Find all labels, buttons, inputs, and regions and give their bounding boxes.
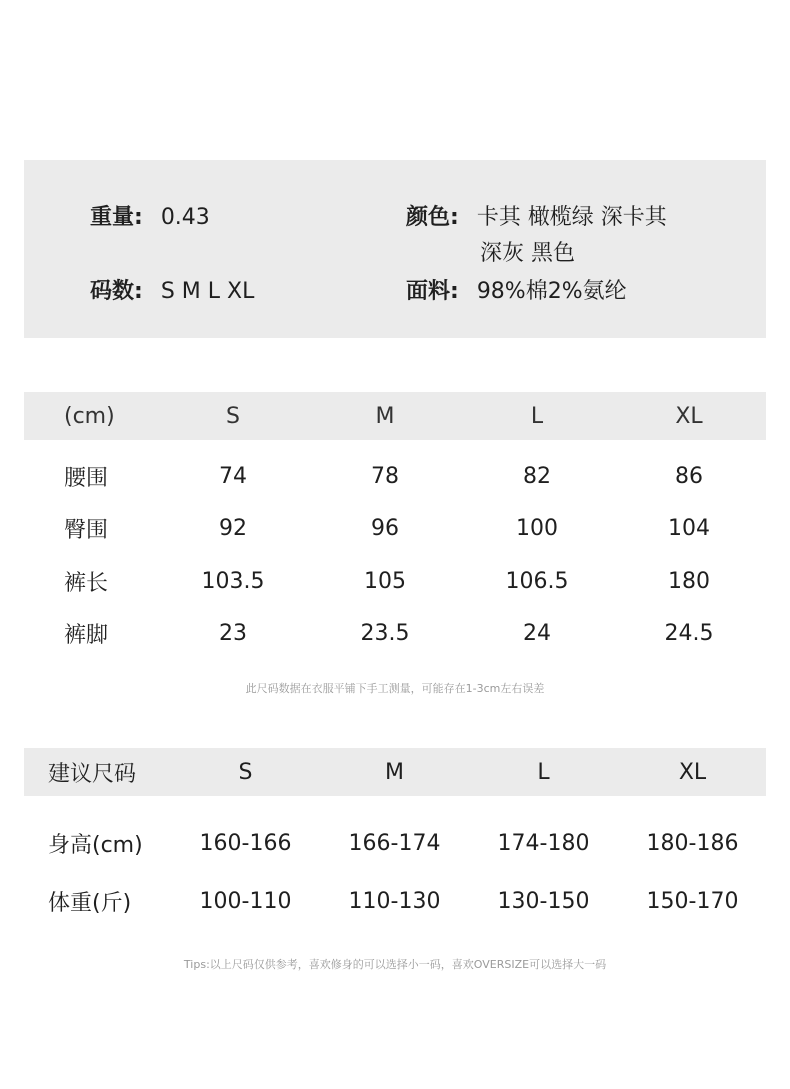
row-label: 臀围 <box>64 518 109 544</box>
row-label: 体重(斤) <box>48 890 132 916</box>
table-cell: 160-166 <box>199 830 292 856</box>
header-size-m: M <box>385 759 404 785</box>
suggested-size-table <box>24 748 766 930</box>
table-row <box>24 450 766 503</box>
fabric-label: 面料: <box>406 279 459 304</box>
suggest-table-header <box>24 748 766 796</box>
table-cell: 174-180 <box>497 830 590 856</box>
row-label: 裤长 <box>64 570 109 596</box>
table-row <box>24 872 766 930</box>
header-size-s: S <box>226 403 240 429</box>
table-cell: 24.5 <box>664 621 714 647</box>
table-cell: 106.5 <box>505 568 569 594</box>
header-size-xl: XL <box>675 403 703 429</box>
table-cell: 82 <box>523 463 551 489</box>
table-row <box>24 608 766 661</box>
fabric-value: 98%棉2%氨纶 <box>476 279 627 304</box>
table-cell: 100-110 <box>199 888 292 914</box>
row-label: 裤脚 <box>64 623 109 649</box>
weight-label: 重量: <box>90 205 143 230</box>
table-row <box>24 814 766 872</box>
table-cell: 110-130 <box>348 888 441 914</box>
table-cell: 130-150 <box>497 888 590 914</box>
sizes-row <box>90 276 254 308</box>
table-cell: 180 <box>668 568 710 594</box>
row-label: 腰围 <box>64 465 109 491</box>
weight-row <box>90 202 210 234</box>
table-cell: 92 <box>219 516 247 542</box>
table-cell: 105 <box>364 568 406 594</box>
header-unit: (cm) <box>64 403 115 429</box>
table-cell: 180-186 <box>646 830 739 856</box>
header-size-s: S <box>238 759 253 785</box>
suggest-table-body <box>24 796 766 930</box>
table-cell: 100 <box>516 516 558 542</box>
product-info-panel <box>24 160 766 338</box>
table-cell: 86 <box>675 463 703 489</box>
sizes-label: 码数: <box>90 279 143 304</box>
row-label: 身高(cm) <box>48 832 143 858</box>
color-label: 颜色: <box>406 205 459 230</box>
table-cell: 24 <box>523 621 551 647</box>
header-suggested-size: 建议尺码 <box>48 761 137 787</box>
color-row <box>406 202 667 234</box>
table-cell: 78 <box>371 463 399 489</box>
size-table-body <box>24 440 766 660</box>
table-cell: 103.5 <box>201 568 265 594</box>
table-cell: 23.5 <box>360 621 410 647</box>
table-row <box>24 503 766 556</box>
size-measurement-table <box>24 392 766 660</box>
fabric-row <box>406 276 627 308</box>
table-cell: 96 <box>371 516 399 542</box>
tips-note: Tips:以上尺码仅供参考，喜欢修身的可以选择小一码，喜欢OVERSIZE可以选择大一码 <box>183 958 607 971</box>
weight-value: 0.43 <box>160 205 210 230</box>
size-table-header <box>24 392 766 440</box>
table-cell: 166-174 <box>348 830 441 856</box>
table-cell: 23 <box>219 621 247 647</box>
table-cell: 104 <box>668 516 710 542</box>
color-value: 卡其 橄榄绿 深卡其 <box>476 205 667 230</box>
table-row <box>24 555 766 608</box>
measurement-note: 此尺码数据在衣服平铺下手工测量，可能存在1-3cm左右误差 <box>245 682 545 695</box>
header-size-l: L <box>537 759 550 785</box>
sizes-value: S M L XL <box>160 279 255 304</box>
header-size-m: M <box>375 403 395 429</box>
color-value-continued: 深灰 黑色 <box>480 241 575 266</box>
header-size-l: L <box>530 403 544 429</box>
table-cell: 74 <box>219 463 247 489</box>
header-size-xl: XL <box>678 759 707 785</box>
table-cell: 150-170 <box>646 888 739 914</box>
